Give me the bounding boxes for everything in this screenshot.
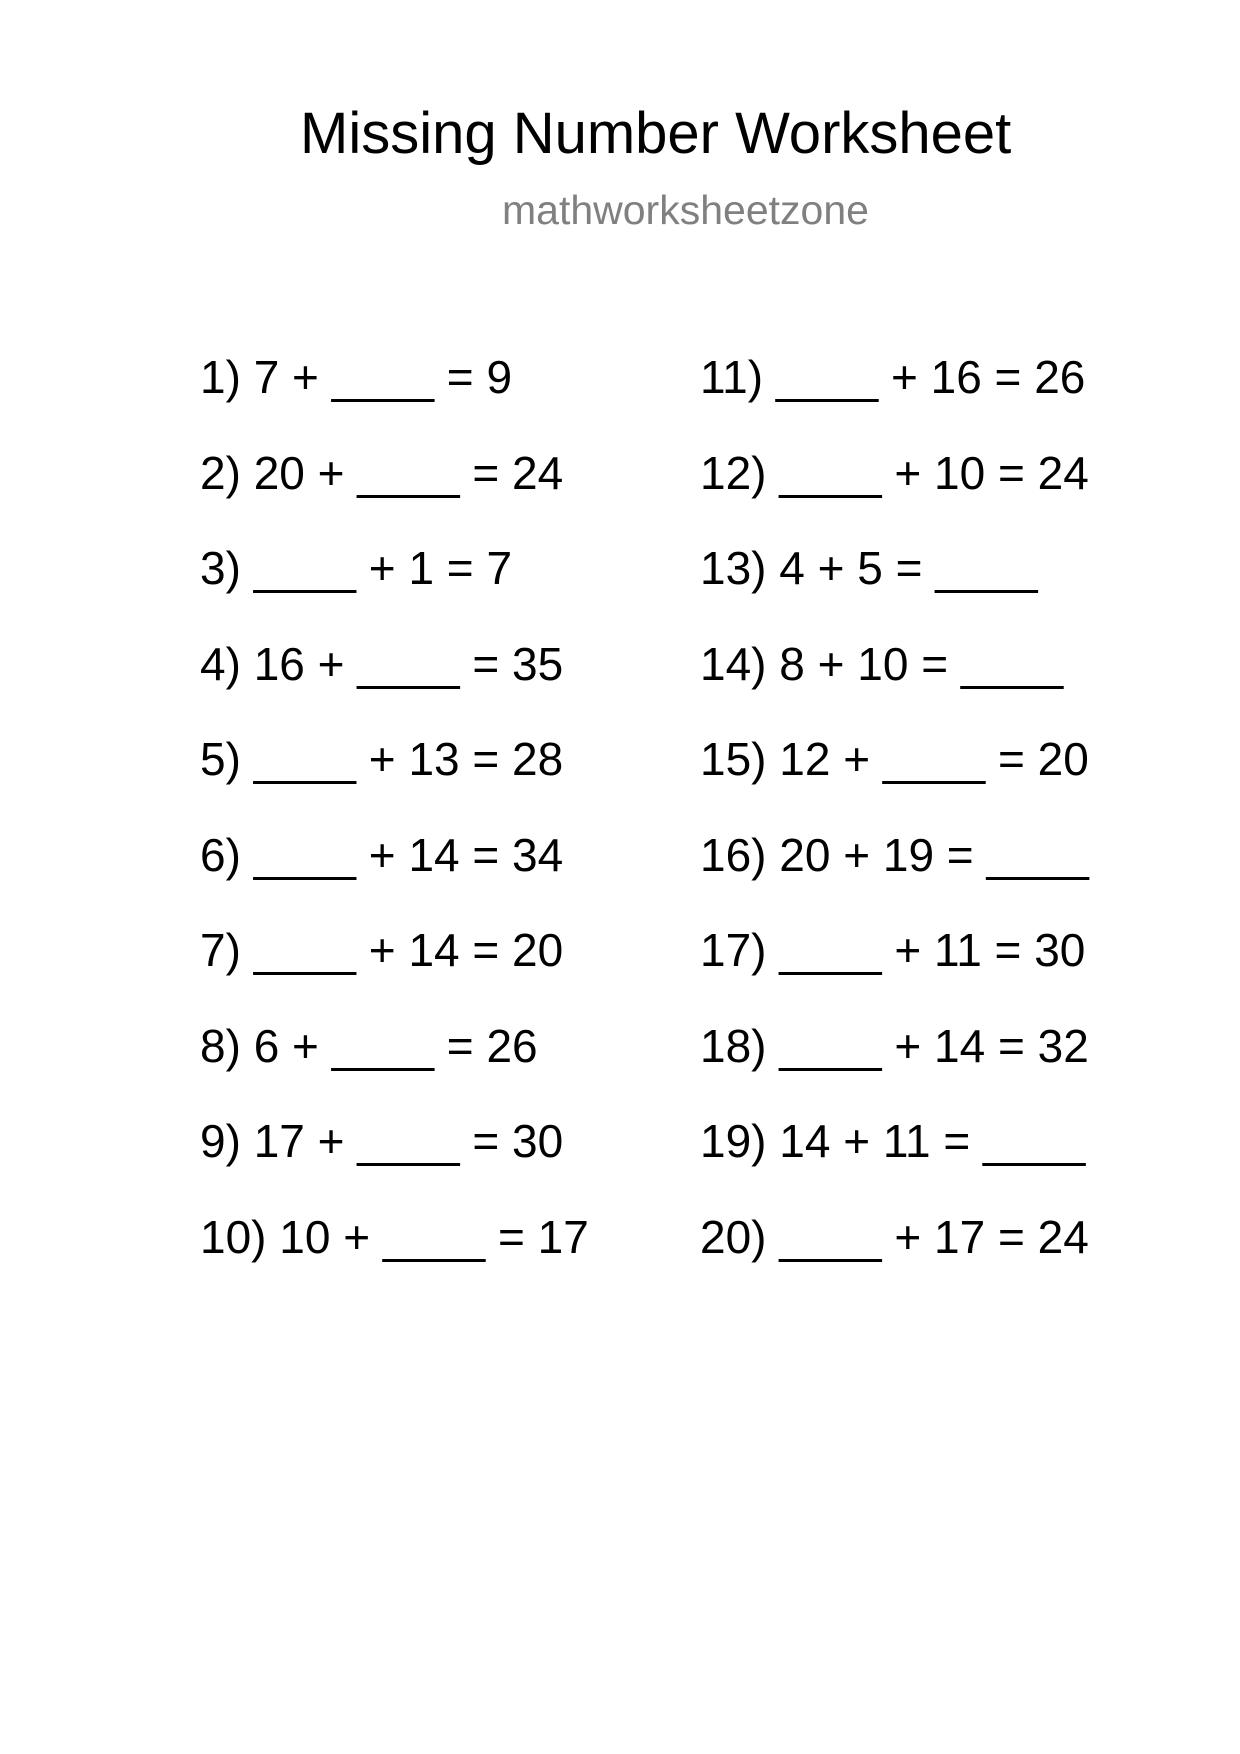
problem-6 xyxy=(200,828,589,924)
problem-number: 15) xyxy=(700,733,767,785)
problem-19 xyxy=(700,1114,1089,1210)
problem-expression: 16 + ____ = 35 xyxy=(253,637,564,690)
problem-number: 2) xyxy=(200,446,241,499)
problem-number: 9) xyxy=(200,1115,241,1167)
problem-expression: 20 + 19 = ____ xyxy=(779,828,1089,881)
worksheet-title: Missing Number Worksheet xyxy=(300,101,1012,166)
problem-expression: 20 + ____ = 24 xyxy=(253,446,564,499)
problem-number: 4) xyxy=(200,637,241,690)
problem-number: 3) xyxy=(200,542,241,594)
problem-18 xyxy=(700,1019,1089,1115)
problem-number: 10) xyxy=(200,1210,267,1263)
problem-number: 18) xyxy=(700,1019,767,1072)
problem-number: 14) xyxy=(700,637,767,690)
problem-4 xyxy=(200,637,589,733)
problem-expression: ____ + 11 = 30 xyxy=(779,924,1086,976)
problem-14 xyxy=(700,637,1089,733)
problems-right-column xyxy=(700,350,1089,1305)
problem-expression: 4 + 5 = ____ xyxy=(779,542,1038,594)
problem-7 xyxy=(200,923,589,1019)
problem-expression: ____ + 13 = 28 xyxy=(253,733,564,785)
problem-16 xyxy=(700,828,1089,924)
problem-11 xyxy=(700,350,1089,446)
problem-expression: 8 + 10 = ____ xyxy=(779,637,1064,690)
problem-17 xyxy=(700,923,1089,1019)
problem-number: 5) xyxy=(200,733,241,785)
worksheet-source: mathworksheetzone xyxy=(502,187,869,233)
problem-10 xyxy=(200,1210,589,1306)
problem-number: 8) xyxy=(200,1019,241,1072)
problem-expression: 10 + ____ = 17 xyxy=(279,1210,589,1263)
problem-number: 17) xyxy=(700,924,767,976)
problem-expression: ____ + 14 = 34 xyxy=(253,828,564,881)
problem-number: 16) xyxy=(700,828,767,881)
problem-12 xyxy=(700,446,1089,542)
problem-expression: 12 + ____ = 20 xyxy=(779,733,1089,785)
problem-1 xyxy=(200,350,589,446)
problem-expression: ____ + 17 = 24 xyxy=(779,1210,1089,1263)
problem-15 xyxy=(700,732,1089,828)
problem-number: 7) xyxy=(200,924,241,976)
problem-expression: 6 + ____ = 26 xyxy=(253,1019,538,1072)
problem-5 xyxy=(200,732,589,828)
problem-expression: ____ + 16 = 26 xyxy=(775,351,1086,403)
problem-20 xyxy=(700,1210,1089,1306)
problem-expression: 17 + ____ = 30 xyxy=(253,1115,564,1167)
problem-number: 20) xyxy=(700,1210,767,1263)
problem-13 xyxy=(700,541,1089,637)
problem-3 xyxy=(200,541,589,637)
problem-2 xyxy=(200,446,589,542)
problem-number: 19) xyxy=(700,1115,767,1167)
problem-9 xyxy=(200,1114,589,1210)
problem-number: 11) xyxy=(700,351,764,403)
problem-expression: ____ + 14 = 20 xyxy=(253,924,564,976)
problem-expression: 7 + ____ = 9 xyxy=(253,351,513,403)
problem-number: 13) xyxy=(700,542,767,594)
problems-left-column xyxy=(200,350,589,1305)
problem-8 xyxy=(200,1019,589,1115)
problem-expression: 14 + 11 = ____ xyxy=(779,1115,1086,1167)
problem-expression: ____ + 10 = 24 xyxy=(779,446,1089,499)
problem-expression: ____ + 14 = 32 xyxy=(779,1019,1089,1072)
problem-number: 6) xyxy=(200,828,241,881)
problem-expression: ____ + 1 = 7 xyxy=(253,542,513,594)
problem-number: 12) xyxy=(700,446,767,499)
problem-number: 1) xyxy=(200,351,241,403)
